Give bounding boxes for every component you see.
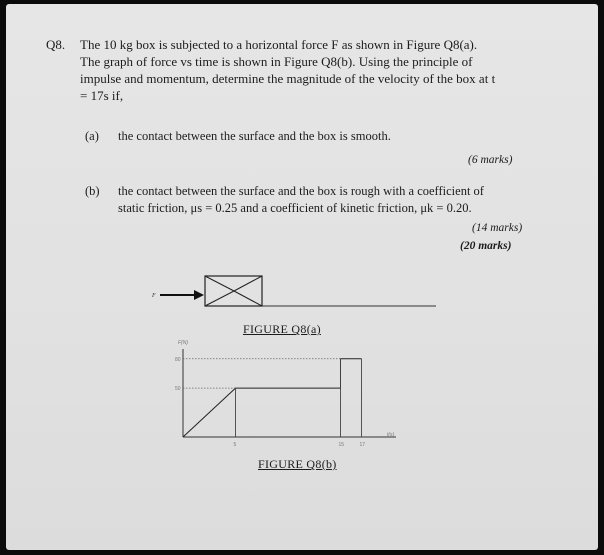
x-tick-label-17: 17 (359, 442, 366, 448)
part-a-text: the contact between the surface and the box is smooth. (118, 129, 391, 143)
figure-b-caption: FIGURE Q8(b) (258, 457, 337, 471)
question-number: Q8. (46, 37, 66, 52)
question-line-2: The graph of force vs time is shown in Figure Q8(b). Using the principle of (80, 54, 473, 69)
total-marks: (20 marks) (460, 240, 512, 252)
x-axis-label: t(s) (387, 432, 395, 438)
x-tick-label-15: 15 (338, 442, 345, 448)
part-b-marks: (14 marks) (472, 222, 523, 234)
force-curve (183, 359, 362, 437)
document-page (6, 4, 598, 550)
figure-a-caption: FIGURE Q8(a) (243, 322, 321, 336)
question-line-4: = 17s if, (80, 88, 124, 103)
force-label: F (152, 293, 156, 299)
y-axis-label: F(N) (178, 340, 188, 346)
x-tick-label-5: 5 (233, 442, 237, 448)
y-tick-label-80: 80 (175, 356, 181, 363)
question-line-3: impulse and momentum, determine the magnitude of the velocity of the box at t (80, 71, 496, 86)
part-b-line-2: static friction, μs = 0.25 and a coefficient of kinetic friction, μk = 0.20. (118, 201, 472, 215)
part-b-label: (b) (85, 184, 100, 198)
question-line-1: The 10 kg box is subjected to a horizontal force F as shown in Figure Q8(a). (80, 37, 478, 52)
y-tick-label-50: 50 (175, 386, 181, 393)
part-b-line-1: the contact between the surface and the box is rough with a coefficient of (118, 184, 484, 198)
part-a-marks: (6 marks) (468, 154, 513, 166)
part-a-label: (a) (85, 129, 99, 143)
